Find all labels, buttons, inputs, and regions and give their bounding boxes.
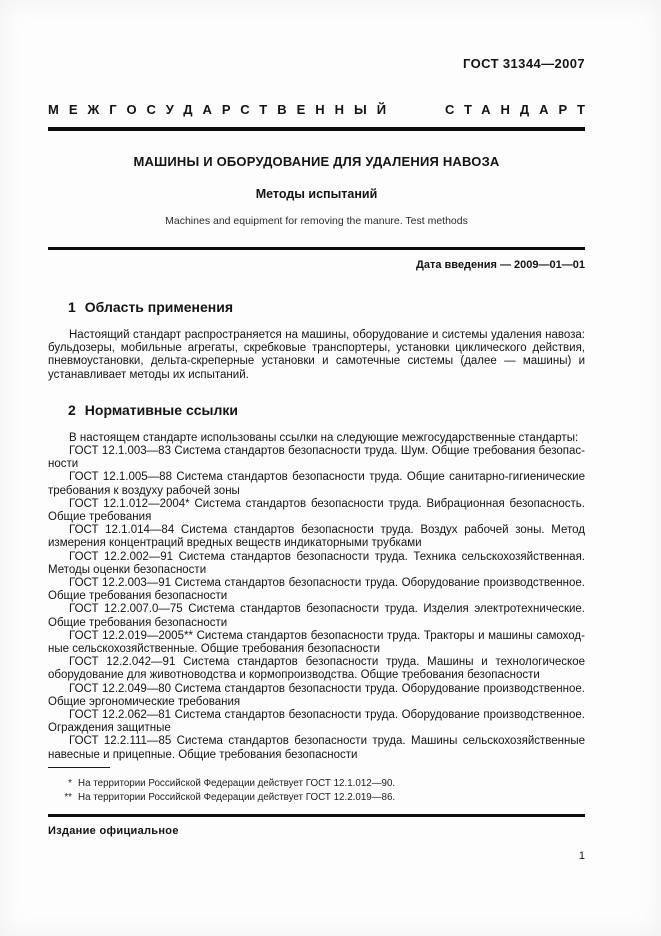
section-2-body <box>48 432 585 762</box>
reference-item: ГОСТ 12.1.014—84 Система стандартов безопасности труда. Воздух рабочей зоны. Метод измерения концентраций вредных веществ индикаторными трубками <box>48 524 585 550</box>
footnote-2 <box>48 791 585 805</box>
footnote-1-marker: * <box>68 778 72 789</box>
footnote-separator <box>48 767 110 768</box>
section-2-heading <box>48 402 585 418</box>
reference-item: ГОСТ 12.2.007.0—75 Система стандартов безопасности труда. Изделия электротехнические. Общие требования безопасности <box>48 603 585 629</box>
document-title-ru: МАШИНЫ И ОБОРУДОВАНИЕ ДЛЯ УДАЛЕНИЯ НАВОЗА <box>133 153 500 169</box>
reference-item: ГОСТ 12.2.049—80 Система стандартов безопасности труда. Оборудование производственное. Общие эргономические требования <box>48 682 585 708</box>
reference-item: ГОСТ 12.2.111—85 Система стандартов безопасности труда. Машины сельскохозяйственные навесные и прицепные. Общие требования безопасности <box>48 735 585 761</box>
footnote-1 <box>48 777 585 791</box>
document-title-en: Machines and equipment for removing the manure. Test methods <box>165 214 468 227</box>
paragraph: Настоящий стандарт распространяется на машины, оборудование и системы удаления навоза: бульдозеры, мобильные агрегаты, скребковые транспортеры, установки циклического действия, пневмоустановки, дельта-скреперные установки и самотечные системы (далее — машины) и устанавливает методы их испытаний. <box>48 329 585 381</box>
paragraph: В настоящем стандарте использованы ссылки на следующие межгосударственные стандарты: <box>69 431 579 444</box>
standard-type-word-2: СТАНДАРТ <box>444 102 595 117</box>
page-footer <box>48 767 585 863</box>
section-1-title: Область применения <box>84 299 234 315</box>
section-1-number: 1 <box>68 299 76 315</box>
reference-item: ГОСТ 12.2.042—91 Система стандартов безопасности труда. Машины и технологическое оборудование для животноводства и кормопроизводства. Общие требования безопасности <box>48 656 585 682</box>
standard-type-heading <box>48 102 595 118</box>
title-rule <box>48 247 585 251</box>
reference-item: ГОСТ 12.2.002—91 Система стандартов безопасности труда. Техника сельскохозяйственная. Методы оценки безопасности <box>48 550 585 576</box>
section-2-number: 2 <box>68 401 76 418</box>
section-2-title: Нормативные ссылки <box>84 401 238 418</box>
reference-item: ГОСТ 12.2.062—81 Система стандартов безопасности труда. Оборудование производственное. Ограждения защитные <box>48 709 585 735</box>
section-1-heading <box>48 299 585 315</box>
footnote-2-text: На территории Российской Федерации действует ГОСТ 12.2.019—86. <box>78 791 396 803</box>
effective-date: Дата введения — 2009—01—01 <box>416 259 585 271</box>
edition-note: Издание официальное <box>48 825 179 838</box>
reference-item: ГОСТ 12.1.005—88 Система стандартов безопасности труда. Общие санитарно-гигиенические требования к воздуху рабочей зоны <box>48 471 585 497</box>
document-subtitle-ru: Методы испытаний <box>255 186 378 201</box>
section-1-body <box>48 329 585 382</box>
page-number: 1 <box>578 850 585 863</box>
reference-item: ГОСТ 12.2.019—2005** Система стандартов безопасности труда. Тракторы и машины самоходные сельскохозяйственные. Общие требования безопасности <box>48 629 585 656</box>
standard-type-word-1: МЕЖГОСУДАРСТВЕННЫЙ <box>48 102 397 117</box>
reference-item: ГОСТ 12.2.003—91 Система стандартов безопасности труда. Оборудование производственное. Общие требования безопасности <box>48 577 585 603</box>
header-rule <box>48 127 585 131</box>
reference-item: ГОСТ 12.1.003—83 Система стандартов безопасности труда. Шум. Общие требования безопасности <box>48 445 585 471</box>
footer-rule <box>48 814 585 817</box>
reference-item: ГОСТ 12.1.012—2004* Система стандартов безопасности труда. Вибрационная безопасность. Общие требования <box>48 497 585 524</box>
footnote-1-text: На территории Российской Федерации действует ГОСТ 12.1.012—90. <box>78 778 396 789</box>
doc-code: ГОСТ 31344—2007 <box>463 56 585 71</box>
footnote-2-marker: ** <box>64 791 72 803</box>
